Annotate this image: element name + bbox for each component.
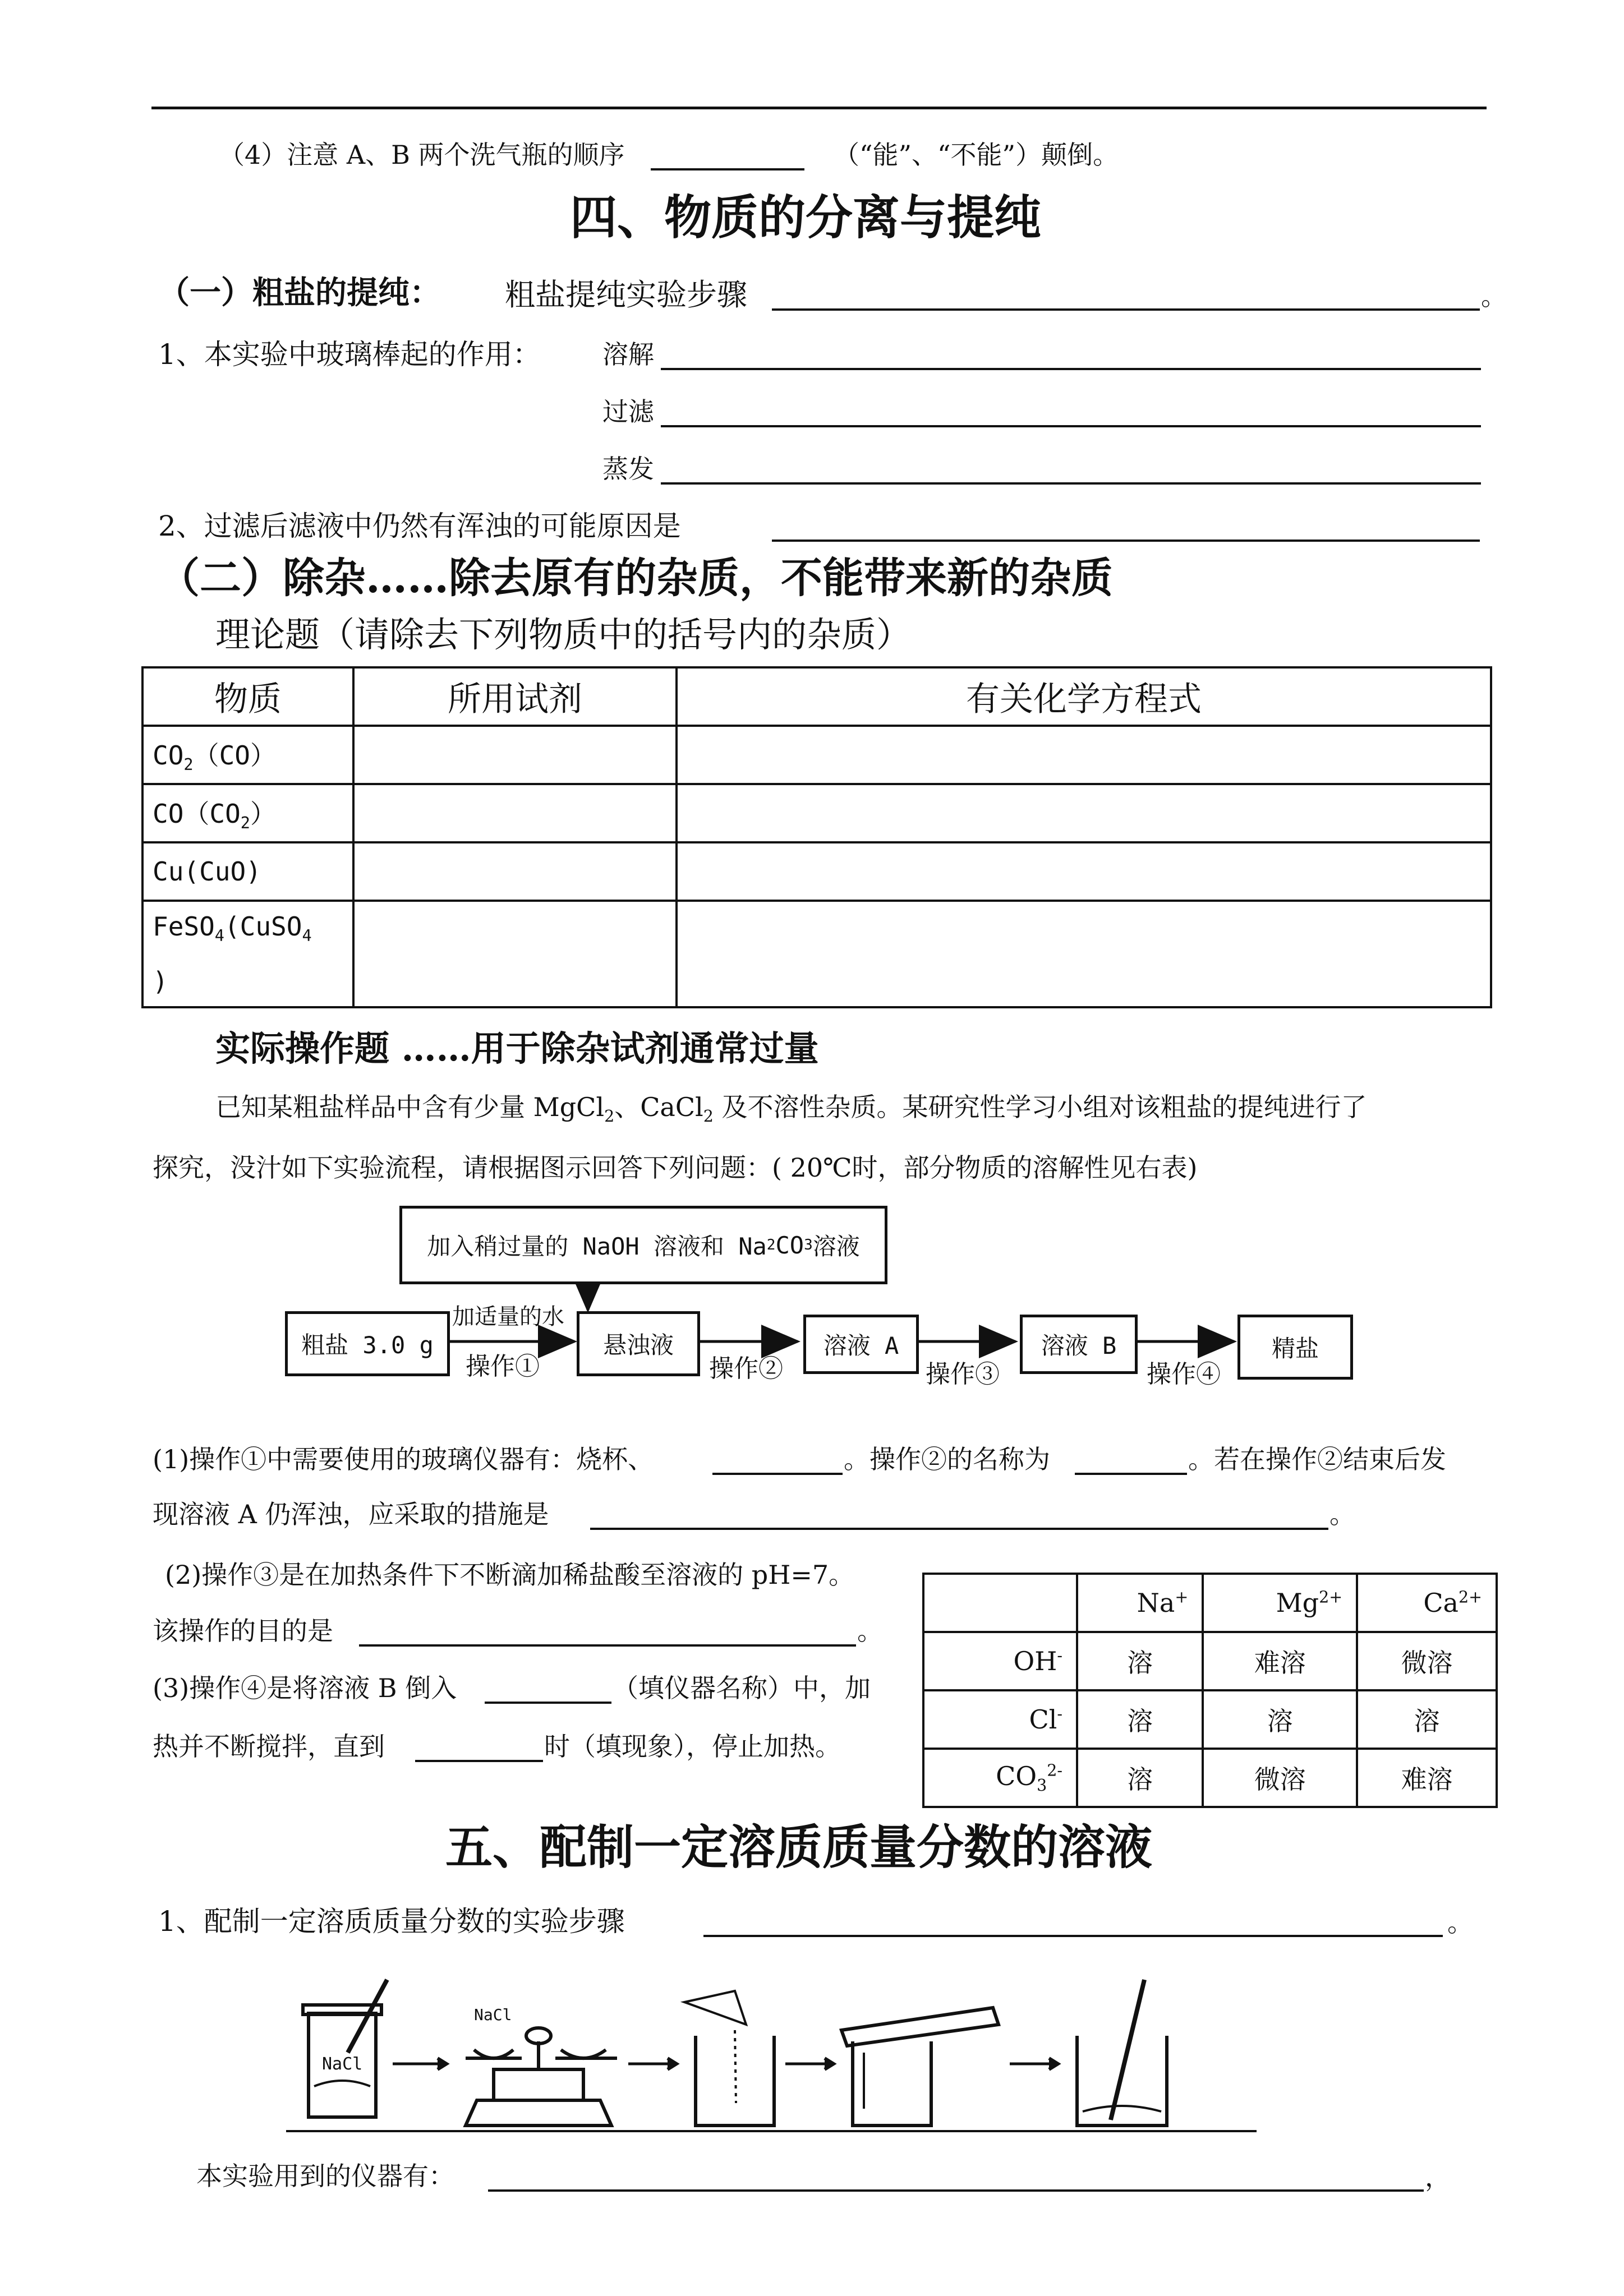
part1-q2-label: 2、过滤后滤液中仍然有浑浊的可能原因是	[158, 510, 681, 542]
header-equation: 有关化学方程式	[677, 667, 1491, 726]
pq1-line2b: 。	[1329, 1499, 1355, 1529]
table-row	[142, 784, 1491, 842]
pq3-line2b: 时（填现象），停止加热。	[544, 1731, 841, 1762]
reagent-cell[interactable]	[353, 901, 677, 1007]
anion-label: OH-	[923, 1632, 1077, 1690]
part1-q1-label: 1、本实验中玻璃棒起的作用：	[158, 338, 541, 371]
flow-node-suspension: 悬浊液	[577, 1311, 700, 1376]
section5-end-mark: 。	[1447, 1907, 1473, 1938]
solubility-cell: 难溶	[1357, 1749, 1497, 1807]
arrow2-label: 操作②	[709, 1354, 783, 1383]
pq2-line2a: 该操作的目的是	[153, 1616, 333, 1646]
lab-apparatus-illustration	[280, 1974, 1262, 2142]
cation-header: $Mg^{2+}$	[1203, 1574, 1357, 1632]
q4-note-prefix: （4）注意 A、B 两个洗气瓶的顺序	[219, 140, 625, 170]
solubility-cell: 溶	[1357, 1690, 1497, 1749]
arrow1-top-label: 加适量的水	[452, 1304, 564, 1330]
solubility-corner	[923, 1574, 1077, 1632]
part2-heading: （二）除杂……除去原有的杂质，不能带来新的杂质	[158, 554, 1113, 602]
pq1-line2a: 现溶液 A 仍浑浊，应采取的措施是	[153, 1499, 549, 1529]
pq3-line1b: （填仪器名称）中，加	[613, 1673, 871, 1703]
arrow3-label: 操作③	[926, 1360, 1000, 1389]
part1-heading: （一）粗盐的提纯：	[158, 274, 441, 311]
reagent-cell[interactable]	[353, 784, 677, 842]
instruments-blank[interactable]	[488, 2189, 1424, 2192]
cation-header: $Ca^{2+}$	[1357, 1574, 1497, 1632]
reagent-cell[interactable]	[353, 842, 677, 901]
flow-start-box: 粗盐 3.0 g	[285, 1311, 450, 1376]
arrow1-bottom-label: 操作①	[466, 1352, 540, 1381]
pq1-line1c: 。若在操作②结束后发	[1188, 1444, 1446, 1474]
section5-title: 五、配制一定溶质质量分数的溶液	[445, 1819, 1153, 1875]
table-row	[923, 1632, 1497, 1690]
role-evaporate-label: 蒸发	[602, 454, 654, 484]
solubility-header-row	[923, 1574, 1497, 1632]
solubility-cell: 溶	[1077, 1632, 1203, 1690]
table-row	[142, 726, 1491, 784]
table-row	[142, 901, 1491, 1007]
pq2-blank[interactable]	[359, 1644, 856, 1647]
equation-cell[interactable]	[677, 784, 1491, 842]
flow-node-solution-b: 溶液 B	[1020, 1315, 1138, 1374]
part1-steps-label: 粗盐提纯实验步骤	[505, 277, 747, 312]
table-row	[923, 1749, 1497, 1807]
substance-cell: Cu(CuO)	[142, 842, 353, 901]
anion-label: Cl-	[923, 1690, 1077, 1749]
table-row	[142, 842, 1491, 901]
instruments-end: ，	[1425, 2162, 1451, 2192]
section4-title: 四、物质的分离与提纯	[570, 190, 1042, 245]
substance-cell: FeSO$_4$(CuSO$_4$ )	[142, 901, 353, 1007]
instruments-label: 本实验用到的仪器有：	[196, 2161, 454, 2191]
substance-cell: $CO_2(CO)$	[142, 726, 353, 784]
equation-cell[interactable]	[677, 901, 1491, 1007]
role-filter-blank[interactable]	[661, 425, 1481, 427]
part1-q2-blank[interactable]	[772, 540, 1480, 542]
solubility-cell: 溶	[1077, 1690, 1203, 1749]
solubility-cell: 难溶	[1203, 1632, 1357, 1690]
theory-title: 理论题（请除去下列物质中的括号内的杂质）	[215, 614, 912, 655]
part1-end-mark: 。	[1481, 281, 1507, 311]
practical-title: 实际操作题 ……用于除杂试剂通常过量	[215, 1028, 819, 1069]
equation-cell[interactable]	[677, 842, 1491, 901]
practical-intro-line2: 探究，没汁如下实验流程，请根据图示回答下列问题：( 20℃时，部分物质的溶解性见右表)	[153, 1152, 1198, 1183]
role-filter-label: 过滤	[602, 397, 654, 427]
flow-node-solution-a: 溶液 A	[803, 1315, 919, 1374]
solubility-cell: 微溶	[1357, 1632, 1497, 1690]
part1-steps-blank[interactable]	[772, 308, 1480, 311]
section5-steps-blank[interactable]	[703, 1935, 1443, 1937]
cation-header: Na+	[1077, 1574, 1203, 1632]
pq1-blank-1[interactable]	[712, 1473, 843, 1475]
header-reagent: 所用试剂	[353, 667, 677, 726]
reagent-box: 加入稍过量的 NaOH 溶液和 Na 2 CO 3 溶液	[399, 1206, 887, 1284]
solubility-table	[922, 1573, 1498, 1808]
practical-intro-line1: 已知某粗盐样品中含有少量 MgCl$_2$、CaCl$_2$ 及不溶性杂质。某研究性学习小组对该粗盐的提纯进行了	[215, 1092, 1367, 1126]
section5-q1-label: 1、配制一定溶质质量分数的实验步骤	[158, 1905, 625, 1938]
table-row	[923, 1690, 1497, 1749]
equation-cell[interactable]	[677, 726, 1491, 784]
substance-cell: $CO(CO_2)$	[142, 784, 353, 842]
role-dissolve-label: 溶解	[602, 339, 654, 370]
q4-answer-blank[interactable]	[651, 168, 804, 170]
solubility-cell: 微溶	[1203, 1749, 1357, 1807]
pq3-blank-2[interactable]	[415, 1760, 543, 1762]
arrow4-label: 操作④	[1147, 1360, 1221, 1389]
pq2-line2b: 。	[857, 1616, 883, 1646]
pq3-line1a: (3)操作④是将溶液 B 倒入	[153, 1673, 457, 1703]
q4-note-suffix: （“能”、“不能”）颠倒。	[834, 140, 1119, 170]
pq1-blank-2[interactable]	[1075, 1473, 1187, 1475]
solubility-cell: 溶	[1203, 1690, 1357, 1749]
role-evaporate-blank[interactable]	[661, 482, 1481, 485]
pq1-blank-3[interactable]	[590, 1528, 1328, 1530]
role-dissolve-blank[interactable]	[661, 368, 1481, 370]
flow-node-refined-salt: 精盐	[1237, 1315, 1353, 1380]
scale-label: NaCl	[474, 2005, 512, 2024]
pq2-line1: (2)操作③是在加热条件下不断滴加稀盐酸至溶液的 pH=7。	[165, 1560, 855, 1590]
reagent-cell[interactable]	[353, 726, 677, 784]
pq1-line1b: 。操作②的名称为	[844, 1444, 1050, 1474]
top-rule	[151, 107, 1487, 109]
pq3-line2a: 热并不断搅拌，直到	[153, 1731, 385, 1762]
header-substance: 物质	[142, 667, 353, 726]
pq1-line1a: (1)操作①中需要使用的玻璃仪器有：烧杯、	[153, 1444, 654, 1474]
pq3-blank-1[interactable]	[485, 1702, 611, 1704]
jar-label: NaCl	[322, 2054, 363, 2074]
impurity-table-header	[142, 667, 1491, 726]
impurity-table	[141, 666, 1492, 1008]
anion-label: $CO_3^{2-}$	[923, 1749, 1077, 1807]
solubility-cell: 溶	[1077, 1749, 1203, 1807]
